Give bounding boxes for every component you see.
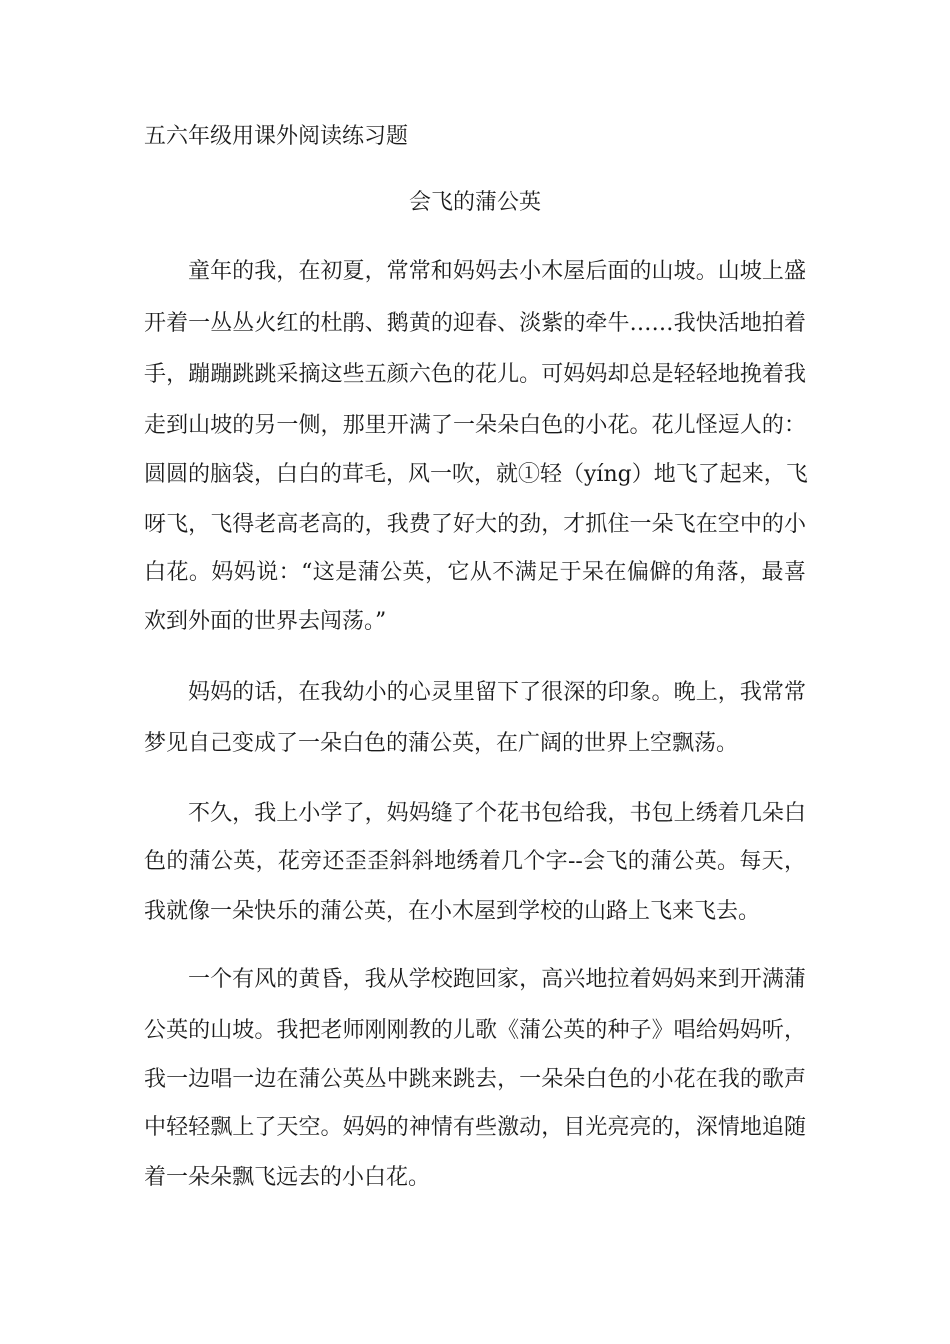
paragraph-1-line-1: 童年的我，在初夏，常常和妈妈去小木屋后面的山坡。山坡上盛 [188, 259, 806, 284]
paragraph-1-line-7: 白花。妈妈说：“这是蒲公英，它从不满足于呆在偏僻的角落，最喜 [144, 560, 806, 585]
paragraph-1-line-4: 走到山坡的另一侧，那里开满了一朵朵白色的小花。花儿怪逗人的： [144, 413, 806, 438]
paragraph-4-line-2: 公英的山坡。我把老师刚刚教的儿歌《蒲公英的种子》唱给妈妈听， [144, 1018, 806, 1043]
paragraph-2-line-1: 妈妈的话，在我幼小的心灵里留下了很深的印象。晚上，我常常 [188, 680, 806, 705]
paragraph-1-line-3: 手，蹦蹦跳跳采摘这些五颜六色的花儿。可妈妈却总是轻轻地挽着我 [144, 362, 806, 387]
paragraph-3-line-2: 色的蒲公英，花旁还歪歪斜斜地绣着几个字--会飞的蒲公英。每天， [144, 849, 806, 874]
paragraph-3-line-1: 不久，我上小学了，妈妈缝了个花书包给我，书包上绣着几朵白 [188, 801, 806, 826]
paragraph-2-line-2: 梦见自己变成了一朵白色的蒲公英，在广阔的世界上空飘荡。 [144, 731, 739, 756]
paragraph-4-line-3: 我一边唱一边在蒲公英丛中跳来跳去，一朵朵白色的小花在我的歌声 [144, 1067, 806, 1092]
paragraph-4-line-4: 中轻轻飘上了天空。妈妈的神情有些激动，目光亮亮的，深情地追随 [144, 1115, 806, 1140]
paragraph-1-line-2: 开着一丛丛火红的杜鹃、鹅黄的迎春、淡紫的牵牛……我快活地拍着 [144, 311, 806, 336]
paragraph-4-line-5: 着一朵朵飘飞远去的小白花。 [144, 1165, 431, 1190]
article-title: 会飞的蒲公英 [408, 190, 541, 215]
paragraph-1-line-8: 欢到外面的世界去闯荡。” [144, 609, 387, 634]
paragraph-3-line-3: 我就像一朵快乐的蒲公英，在小木屋到学校的山路上飞来飞去。 [144, 899, 761, 924]
paragraph-1-line-6: 呀飞，飞得老高老高的，我费了好大的劲，才抓住一朵飞在空中的小 [144, 512, 806, 537]
paragraph-4-line-1: 一个有风的黄昏，我从学校跑回家，高兴地拉着妈妈来到开满蒲 [188, 967, 806, 992]
document-heading: 五六年级用课外阅读练习题 [144, 124, 409, 149]
paragraph-1-line-5: 圆圆的脑袋，白白的茸毛，风一吹，就①轻（yíng）地飞了起来，飞 [144, 462, 808, 487]
